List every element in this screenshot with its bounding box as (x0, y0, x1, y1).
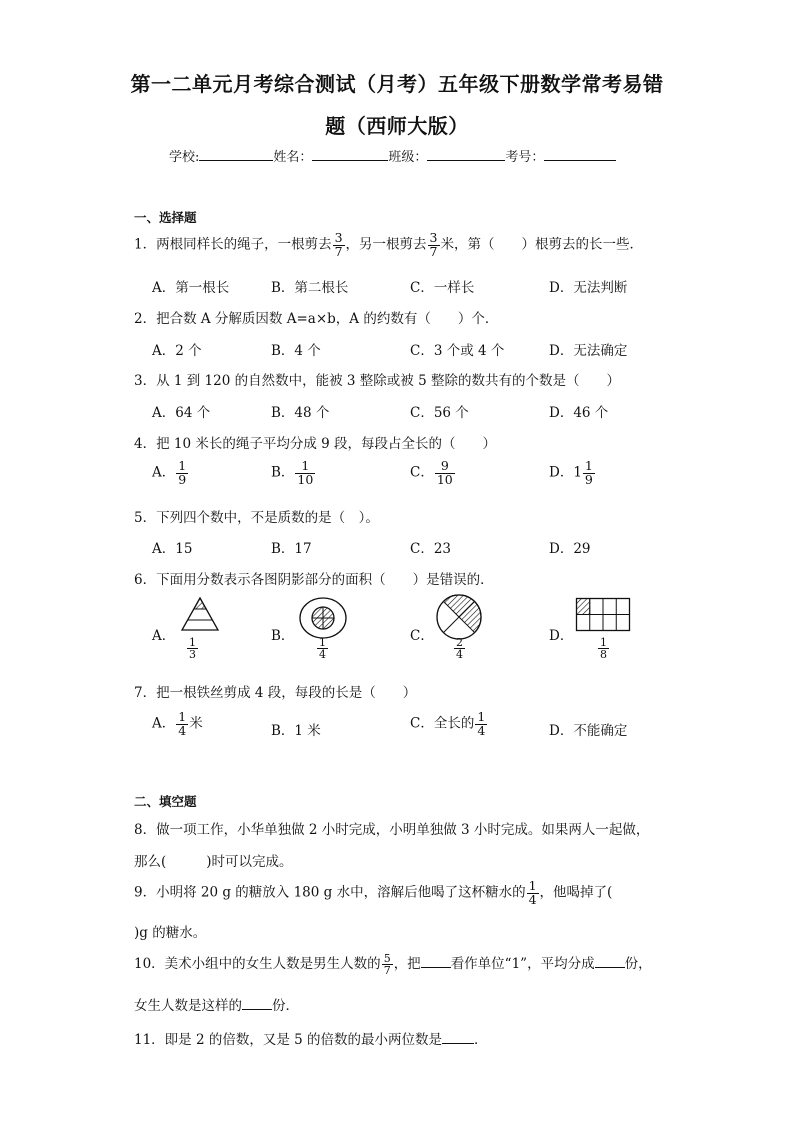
q5-option-d[interactable]: D．29 (549, 541, 591, 557)
q11-blank[interactable] (442, 1043, 474, 1044)
ring-figure (299, 596, 347, 640)
q1-text-mid: ，另一根剪去 (345, 236, 427, 253)
q1-option-c[interactable]: C．一样长 (410, 280, 475, 296)
name-field[interactable] (312, 147, 388, 161)
question-10-line2: 女生人数是这样的 份． (134, 998, 299, 1014)
q3-option-c[interactable]: C．56 个 (410, 405, 469, 421)
q4-option-c[interactable]: C． $\frac{9}{10}$ (410, 458, 453, 487)
question-10: 10．美术小组中的女生人数是男生人数的 $\frac{5}{7}$ ，把 看作单位“1”，平均分成 份， (134, 952, 652, 977)
name-label: 姓名： (273, 150, 313, 165)
question-9: 9．小明将 20 g 的糖放入 180 g 水中，溶解后他喝了这杯糖水的 $\frac{1}{4}$ ，他喝掉了( (134, 878, 613, 907)
grid-figure (576, 598, 630, 632)
page-title: 第一二单元月考综合测试（月考）五年级下册数学常考易错 (130, 72, 664, 96)
q6-fraction-a: $\frac{1}{3}$ (189, 636, 196, 661)
question-11: 11．即是 2 的倍数，又是 5 的倍数的最小两位数是 ． (134, 1032, 488, 1048)
number-field[interactable] (544, 147, 616, 161)
question-2: 2．把合数 A 分解质因数 A=a×b，A 的约数有（ ）个． (134, 311, 499, 327)
school-field[interactable] (199, 147, 273, 161)
school-label: 学校: (169, 150, 200, 165)
q3-option-d[interactable]: D．46 个 (549, 405, 609, 421)
question-8-line2: 那么( )时可以完成。 (134, 854, 293, 870)
info-line (169, 146, 616, 165)
q10-blank-2[interactable] (595, 967, 625, 968)
question-5: 5．下列四个数中，不是质数的是（ ）。 (134, 510, 379, 526)
class-label: 班级： (388, 150, 428, 165)
q1-option-a[interactable]: A．第一根长 (152, 280, 230, 296)
q1-text-post: 米，第（ ）根剪去的长一些． (440, 236, 643, 253)
section-1-title: 一、选择题 (134, 210, 197, 225)
q3-option-a[interactable]: A．64 个 (152, 405, 211, 421)
q4-option-b[interactable]: B． $\frac{1}{10}$ (271, 458, 314, 487)
q2-option-a[interactable]: A．2 个 (152, 343, 202, 359)
q1-text: 1．两根同样长的绳子，一根剪去 (134, 236, 332, 253)
q5-option-b[interactable]: B．17 (271, 541, 312, 557)
q1-fraction-1: $\frac{3}{7}$ (334, 230, 343, 259)
q4-option-d[interactable]: D．1 $\frac{1}{9}$ (549, 458, 593, 487)
q1-fraction-2: $\frac{3}{7}$ (429, 230, 438, 259)
q6-fraction-b: $\frac{1}{4}$ (319, 636, 326, 661)
q7-option-c[interactable]: C．全长的 $\frac{1}{4}$ (410, 709, 486, 738)
q6-option-d[interactable]: D． (549, 628, 574, 644)
q10-blank-3[interactable] (242, 1009, 272, 1010)
triangle-figure (180, 596, 220, 632)
q3-option-b[interactable]: B．48 个 (271, 405, 330, 421)
question-1 (134, 232, 643, 258)
q6-fraction-d: $\frac{1}{8}$ (600, 636, 607, 661)
q6-option-b[interactable]: B． (271, 628, 295, 644)
q7-option-b[interactable]: B．1 米 (271, 723, 321, 739)
q1-option-b[interactable]: B．第二根长 (271, 280, 349, 296)
q2-option-b[interactable]: B．4 个 (271, 343, 321, 359)
question-8: 8．做一项工作，小华单独做 2 小时完成，小明单独做 3 小时完成。如果两人一起做， (134, 822, 650, 838)
q7-option-d[interactable]: D．不能确定 (549, 723, 628, 739)
q10-blank-1[interactable] (421, 967, 451, 968)
q6-option-c[interactable]: C． (410, 628, 434, 644)
q4-option-a[interactable]: A． $\frac{1}{9}$ (152, 458, 187, 487)
section-2-title: 二、填空题 (134, 794, 197, 809)
number-label: 考号： (505, 150, 545, 165)
question-3: 3．从 1 到 120 的自然数中，能被 3 整除或被 5 整除的数共有的个数是（ ） (134, 373, 620, 389)
q2-option-c[interactable]: C．3 个或 4 个 (410, 343, 505, 359)
class-field[interactable] (427, 147, 505, 161)
q5-option-c[interactable]: C．23 (410, 541, 452, 557)
circle-figure (436, 594, 482, 640)
q6-option-a[interactable]: A． (152, 628, 176, 644)
page-title-line2: 题（西师大版） (325, 114, 469, 138)
question-9-line2: )g 的糖水。 (134, 925, 207, 941)
question-7: 7．把一根铁丝剪成 4 段，每段的长是（ ） (134, 685, 417, 701)
q1-option-d[interactable]: D．无法判断 (549, 280, 628, 296)
question-6: 6．下面用分数表示各图阴影部分的面积（ ）是错误的． (134, 572, 494, 588)
q5-option-a[interactable]: A．15 (152, 541, 193, 557)
q7-option-a[interactable]: A． $\frac{1}{4}$ 米 (152, 709, 203, 738)
q2-option-d[interactable]: D．无法确定 (549, 343, 628, 359)
q6-fraction-c: $\frac{2}{4}$ (456, 636, 463, 661)
question-4: 4．把 10 米长的绳子平均分成 9 段，每段占全长的（ ） (134, 436, 497, 452)
